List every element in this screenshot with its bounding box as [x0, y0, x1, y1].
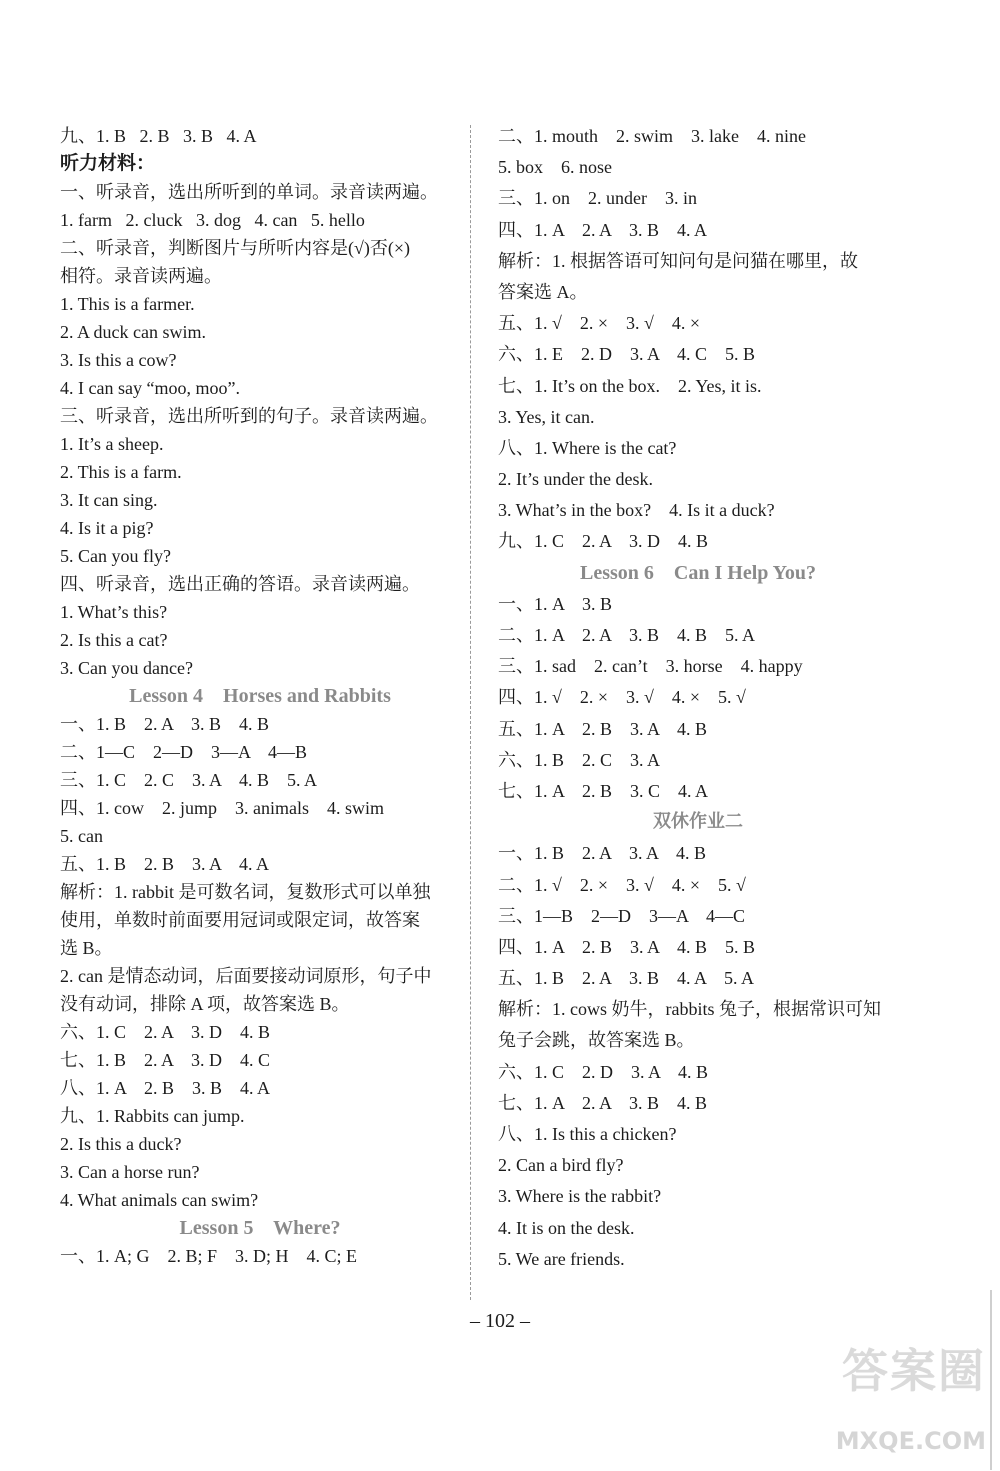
answer-line: 2. Is this a cat? [60, 630, 168, 650]
answer-line: 5. We are friends. [498, 1248, 625, 1269]
answer-line: 四、1. A 2. A 3. B 4. A [498, 219, 708, 240]
answer-line: 二、1. A 2. A 3. B 4. B 5. A [498, 625, 756, 645]
watermark-logo: 答案圈 [842, 1344, 986, 1398]
answer-line: 4. Is it a pig? [60, 518, 154, 538]
answer-line: 解析：1. rabbit 是可数名词，复数形式可以单独 [60, 882, 431, 902]
answer-line: 五、1. √ 2. × 3. √ 4. × [498, 313, 701, 334]
answer-line: 六、1. C 2. D 3. A 4. B [498, 1061, 709, 1082]
answer-line: 3. Is this a cow? [60, 350, 177, 370]
section-heading: 双休作业二 [653, 811, 743, 833]
answer-line: 三、1. on 2. under 3. in [498, 188, 697, 209]
subheading: 听力材料： [60, 153, 156, 174]
answer-line: 解析：1. cows 奶牛，rabbits 兔子，根据常识可知 [498, 999, 881, 1020]
answer-line: 2. This is a farm. [60, 462, 182, 482]
answer-line: 六、1. B 2. C 3. A [498, 749, 661, 770]
left-column [60, 126, 460, 1274]
answer-line: 2. Is this a duck? [60, 1134, 182, 1154]
answer-line: 五、1. A 2. B 3. A 4. B [498, 718, 708, 739]
answer-line: 没有动词，排除 A 项，故答案选 B。 [60, 994, 350, 1014]
section-heading: Lesson 5 Where? [179, 1217, 341, 1239]
answer-line: 选 B。 [60, 938, 113, 958]
answer-line: 一、1. B 2. A 3. A 4. B [498, 843, 707, 864]
answer-line: 四、1. √ 2. × 3. √ 4. × 5. √ [498, 687, 746, 708]
answer-line: 解析：1. 根据答语可知问句是问猫在哪里，故 [498, 250, 858, 271]
answer-line: 八、1. A 2. B 3. B 4. A [60, 1078, 271, 1098]
answer-line: 七、1. A 2. A 3. B 4. B [498, 1092, 708, 1113]
answer-line: 三、听录音，选出所听到的句子。录音读两遍。 [60, 406, 438, 426]
right-column [498, 126, 898, 1280]
answer-line: 五、1. B 2. A 3. B 4. A 5. A [498, 968, 755, 989]
answer-line: 一、1. A; G 2. B; F 3. D; H 4. C; E [60, 1246, 358, 1266]
section-heading: Lesson 4 Horses and Rabbits [129, 685, 391, 707]
watermark [816, 1335, 986, 1465]
answer-line: 二、1. mouth 2. swim 3. lake 4. nine [498, 126, 806, 146]
answer-line: 3. It can sing. [60, 490, 158, 510]
answer-line: 5. can [60, 826, 103, 846]
answer-line: 3. Can you dance? [60, 658, 193, 678]
answer-line: 1. farm 2. cluck 3. dog 4. can 5. hello [60, 210, 365, 230]
answer-line: 答案选 A。 [498, 281, 588, 302]
answer-line: 4. I can say “moo, moo”. [60, 378, 240, 398]
answer-line: 兔子会跳，故答案选 B。 [498, 1030, 695, 1051]
answer-line: 1. It’s a sheep. [60, 434, 164, 454]
page-edge-shadow [990, 1290, 992, 1470]
answer-line: 二、听录音，判断图片与所听内容是(√)否(×) [60, 238, 411, 258]
answer-line: 四、听录音，选出正确的答语。录音读两遍。 [60, 574, 420, 594]
answer-line: 2. It’s under the desk. [498, 469, 653, 490]
watermark-url: MXQE.COM [835, 1427, 986, 1455]
answer-line: 4. It is on the desk. [498, 1217, 635, 1238]
answer-line: 五、1. B 2. B 3. A 4. A [60, 854, 270, 874]
answer-line: 八、1. Where is the cat? [498, 437, 677, 458]
answer-line: 4. What animals can swim? [60, 1190, 259, 1210]
answer-line: 3. What’s in the box? 4. Is it a duck? [498, 500, 775, 521]
answer-line: 3. Where is the rabbit? [498, 1186, 662, 1207]
column-divider [470, 125, 471, 1300]
answer-line: 六、1. C 2. A 3. D 4. B [60, 1022, 271, 1042]
answer-line: 2. Can a bird fly? [498, 1155, 624, 1176]
answer-line: 七、1. B 2. A 3. D 4. C [60, 1050, 271, 1070]
answer-line: 九、1. C 2. A 3. D 4. B [498, 531, 709, 552]
answer-line: 相符。录音读两遍。 [60, 266, 222, 286]
answer-line: 1. What’s this? [60, 602, 168, 622]
answer-line: 一、听录音，选出所听到的单词。录音读两遍。 [60, 182, 438, 202]
answer-line: 3. Can a horse run? [60, 1162, 200, 1182]
answer-line: 九、1. B 2. B 3. B 4. A [60, 126, 257, 146]
answer-line: 5. Can you fly? [60, 546, 171, 566]
answer-line: 九、1. Rabbits can jump. [60, 1106, 245, 1126]
answer-line: 四、1. cow 2. jump 3. animals 4. swim [60, 798, 384, 818]
answer-line: 一、1. A 3. B [498, 593, 613, 614]
answer-line: 使用，单数时前面要用冠词或限定词，故答案 [60, 910, 420, 930]
answer-line: 四、1. A 2. B 3. A 4. B 5. B [498, 936, 756, 957]
answer-line: 八、1. Is this a chicken? [498, 1124, 677, 1144]
answer-line: 一、1. B 2. A 3. B 4. B [60, 714, 270, 734]
answer-line: 5. box 6. nose [498, 157, 612, 178]
answer-line: 二、1. √ 2. × 3. √ 4. × 5. √ [498, 874, 746, 895]
page-number: – 102 – [470, 1310, 530, 1332]
answer-line: 六、1. E 2. D 3. A 4. C 5. B [498, 344, 756, 365]
answer-line: 三、1—B 2—D 3—A 4—C [498, 905, 746, 926]
section-heading: Lesson 6 Can I Help You? [580, 561, 816, 584]
answer-line: 七、1. A 2. B 3. C 4. A [498, 780, 709, 801]
answer-line: 2. A duck can swim. [60, 322, 206, 342]
answer-line: 1. This is a farmer. [60, 294, 195, 314]
answer-line: 二、1—C 2—D 3—A 4—B [60, 742, 308, 762]
answer-line: 3. Yes, it can. [498, 406, 595, 427]
answer-line: 七、1. It’s on the box. 2. Yes, it is. [498, 375, 762, 396]
answer-line: 2. can 是情态动词，后面要接动词原形，句子中 [60, 966, 432, 986]
answer-line: 三、1. sad 2. can’t 3. horse 4. happy [498, 656, 803, 677]
answer-line: 三、1. C 2. C 3. A 4. B 5. A [60, 770, 318, 790]
